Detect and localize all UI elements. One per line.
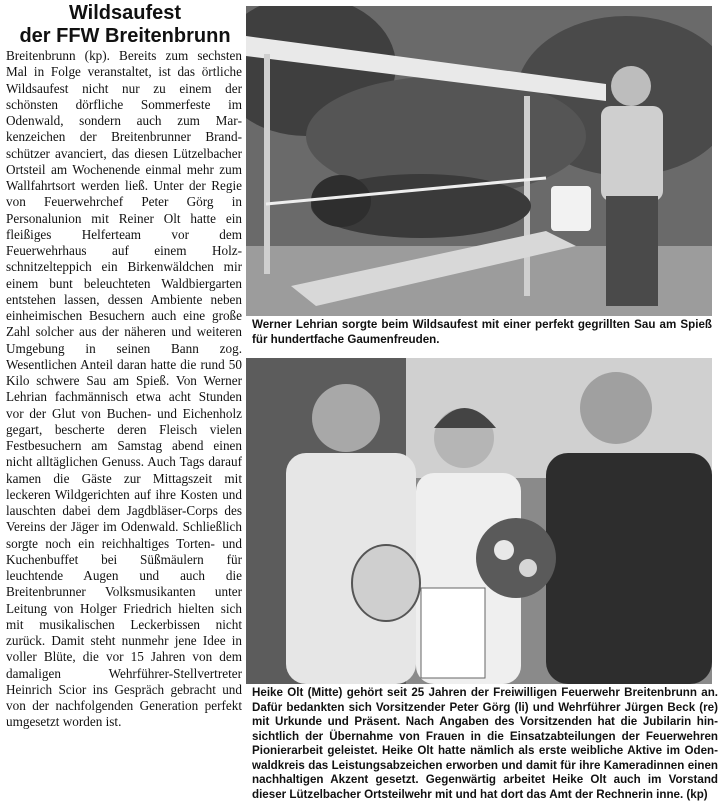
- headline-line-1: Wildsaufest: [68, 2, 182, 24]
- photo-pig-roast: [246, 6, 712, 316]
- photo-pig-roast-image: [246, 6, 712, 316]
- photo-pig-roast-caption: Werner Lehrian sorgte beim Wildsaufest mit einer perfekt gegrillten Sau am Spieß für hundertfache Gaumenfreuden.: [252, 318, 712, 346]
- photo-award-image: [246, 358, 712, 684]
- photo-award-caption: Heike Olt (Mitte) gehört seit 25 Jahren der Freiwilligen Feuerwehr Breitenbrunn an. Dafür bedankten sich Vorsitzender Peter Görg (li) und Wehrführer Jürgen Beck (re) mit Urkunde und Präsent. Nach Angaben des Vorsitzenden hat die Jubilarin hinsichtlich der Übernahme von Frauen in die Einsatzabteilungen der Feuerwehren Pionierarbeit geleistet. Heike Olt hatte nämlich als erste weibliche Aktive im Odenwaldkreis das Leistungsabzeichen erworben und damit für ihre Kameradinnen einen nachhaltigen Akzent gesetzt. Gegenwärtig arbeitet Heike Olt auch im Vorstand dieser Lützelbacher Ortsteilwehr mit und hat dort das Amt der Rechnerin inne. (kp): [252, 686, 718, 801]
- photo-award: [246, 358, 712, 684]
- article-body: Breitenbrunn (kp). Bereits zum sechsten Mal in Folge veranstaltet, ist das örtliche Wildsaufest nicht nur zu einem der schönsten dörfliche Sommerfeste im Odenwald, sondern auch zum Markenzeichen der Breitenbrunner Brandschützer avanciert, das diesen Lützelbacher Ortsteil am Wochenende einmal mehr zum Wallfahrtsort werden ließ. Unter der Regie von Feuerwehrchef Peter Görg in Personalunion mit Reiner Olt hatte ein fleißiges Helferteam vor dem Feuerwehrhaus auf einem Holzschnitzelteppich ein Birkenwäldchen mir einem bunt beleuchteten Waldbiergarten entstehen lassen, dessen Ambiente neben einheimischen Besuchern auch eine große Zahl solcher aus der näheren und weiteren Umgebung in seinen Bann zog. Wesentlichen Anteil daran hatte die rund 50 Kilo schwere Sau am Spieß. Von Werner Lehrian fachmännisch etwa acht Stunden vor der Glut von Buchen- und Eichenholz gegart, bescherte deren Fleisch vielen Festbesuchern am Samstag abend einen nicht alltäglichen Genuss. Auch Tags darauf kamen die Gäste zur Mittagszeit mit leckeren Wildgerichten auf ihre Kosten und lauschten dabei dem Jagdbläser-Corps des Vereins der Jäger im Odenwald. Schließlich sorgte noch ein reichhaltiges Torten- und Kuchenbuffet bei Süßmäulern für leuchtende Augen und auch die Breitenbrunner Volksmusikanten unter Leitung von Holger Friedrich hielten sich mit musikalischen Leckerbissen nicht zurück. Damit steht nunmehr jene Idee in voller Blüte, die vor 15 Jahren von dem damaligen Wehrführer-Stellvertreter Heinrich Scior ins Gespräch gebracht und von der nachfolgenden Generation perfekt umgesetzt worden ist.: [6, 48, 242, 730]
- headline-line-2: der FFW Breitenbrunn: [19, 25, 231, 47]
- article-headline: [8, 2, 242, 48]
